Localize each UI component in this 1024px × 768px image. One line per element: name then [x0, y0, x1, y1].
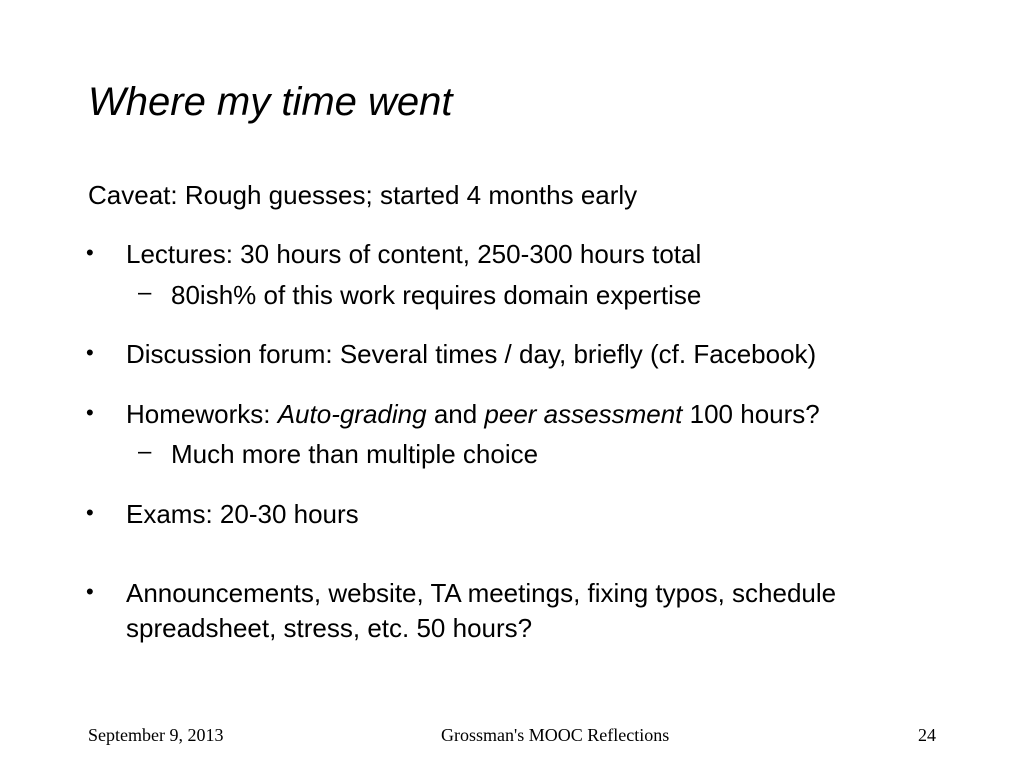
- list-item-discussion-forum: Discussion forum: Several times / day, briefly (cf. Facebook): [126, 339, 817, 369]
- bullet-icon: •: [86, 240, 94, 265]
- bullet-icon: •: [86, 340, 94, 365]
- list-item-announcements-line-2: spreadsheet, stress, etc. 50 hours?: [126, 613, 533, 643]
- list-item-lectures: Lectures: 30 hours of content, 250-300 hours total: [126, 239, 702, 269]
- dash-icon: –: [138, 279, 152, 306]
- slide-title: Where my time went: [88, 80, 453, 124]
- sub-item-domain-expertise: 80ish% of this work requires domain expertise: [171, 280, 702, 310]
- homeworks-hours-text: 100 hours?: [682, 399, 820, 429]
- list-item-announcements-line-1: Announcements, website, TA meetings, fixing typos, schedule: [126, 578, 837, 608]
- bullet-icon: •: [86, 500, 94, 525]
- list-item-exams: Exams: 20-30 hours: [126, 499, 359, 529]
- and-text: and: [426, 399, 485, 429]
- peer-assessment-text: peer assessment: [484, 399, 683, 429]
- footer-date: September 9, 2013: [88, 725, 224, 745]
- dash-icon: –: [138, 438, 152, 465]
- sub-item-multiple-choice: Much more than multiple choice: [171, 439, 539, 469]
- footer-title: Grossman's MOOC Reflections: [441, 725, 670, 745]
- bullet-icon: •: [86, 400, 94, 425]
- homeworks-label: Homeworks:: [126, 399, 278, 429]
- auto-grading-text: Auto-grading: [277, 399, 427, 429]
- caveat-text: Caveat: Rough guesses; started 4 months early: [88, 180, 638, 210]
- bullet-icon: •: [86, 579, 94, 604]
- page-number: 24: [918, 725, 936, 745]
- list-item-homeworks: [126, 398, 820, 430]
